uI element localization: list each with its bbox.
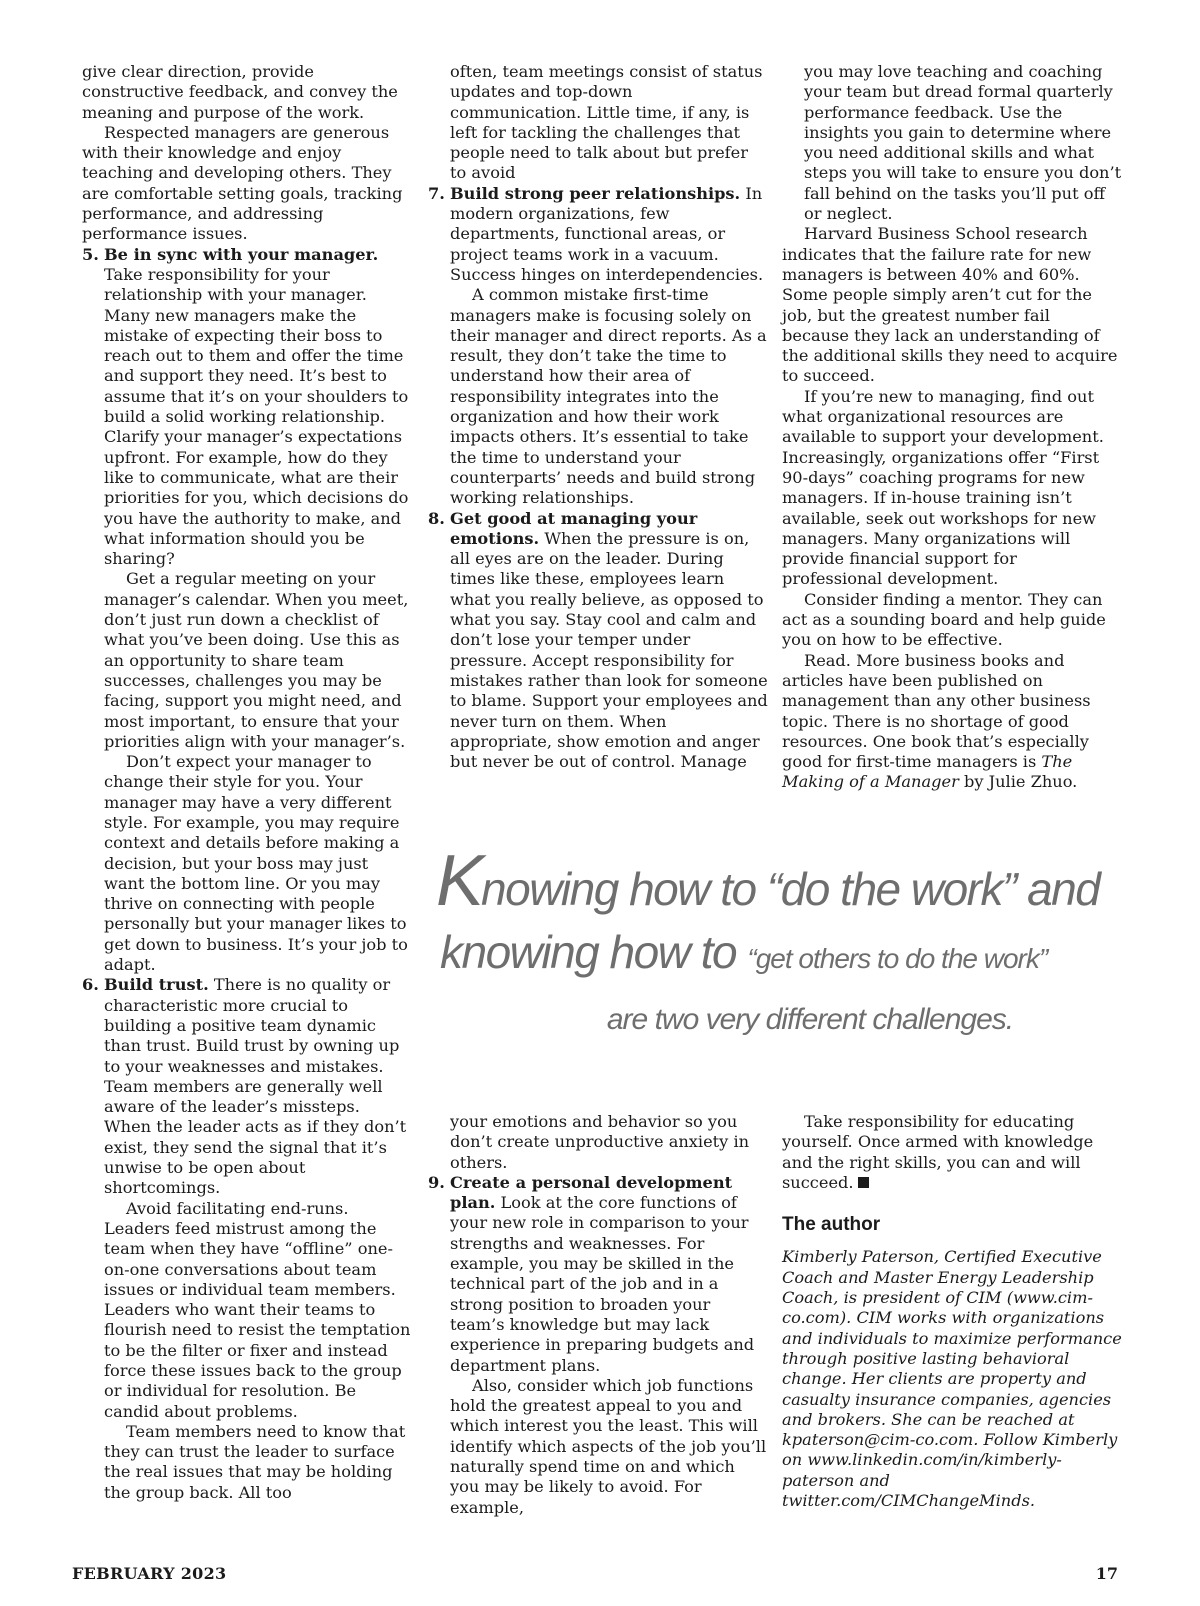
paragraph: Respected managers are generous with their knowledge and enjoy teaching and developing others. They are comfortable setting goals, tracking performance, and addressing performance issues.	[82, 122, 403, 244]
paragraph: your emotions and behavior so you don’t create unproductive anxiety in others.	[450, 1112, 750, 1172]
list-heading: Build strong peer relationships.	[450, 183, 741, 203]
article-column-1	[82, 62, 412, 1503]
paragraph: Avoid facilitating end-runs. Leaders feed mistrust among the team when they have “offline” one-on-one conversations about team issues or individual team members. Leaders who want their teams to flourish need to resist the temptation to be the filter or fixer and instead force these issues back to the group or individual for resolution. Be candid about problems.	[104, 1198, 411, 1421]
list-item-9	[428, 1173, 768, 1518]
list-heading: Create a personal development plan.	[450, 1172, 733, 1213]
list-number: 9.	[428, 1172, 445, 1192]
pull-quote-line-2	[430, 920, 1150, 991]
paragraph: give clear direction, provide constructive feedback, and convey the meaning and purpose of the work.	[82, 62, 398, 122]
list-text: When the pressure is on, all eyes are on the leader. During times like these, employees learn what you really believe, as opposed to what you say. Stay cool and calm and don’t lose your temper under pressure. Accept responsibility for mistakes rather than look for someone to blame. Support your employees and never turn on them. When appropriate, show emotion and anger but never be out of control. Manage	[450, 528, 768, 772]
end-mark-icon	[858, 1177, 869, 1188]
article-column-2	[428, 62, 768, 772]
list-heading: Be in sync with your manager.	[104, 244, 379, 264]
paragraph: Harvard Business School research indicates that the failure rate for new managers is between 40% and 60%. Some people simply aren’t cut for the job, but the greatest number fail because they lack an understanding of the additional skills they need to acquire to succeed.	[782, 224, 1118, 386]
paragraph	[782, 651, 1122, 793]
pull-quote-text-small: “get others to do the work”	[747, 943, 1048, 974]
article-column-3-bottom	[782, 1112, 1122, 1511]
list-number: 8.	[428, 508, 445, 528]
list-item-8	[428, 509, 768, 773]
list-text: In modern organizations, few departments, functional areas, or project teams work in a vacuum. Success hinges on interdependencies.	[450, 183, 764, 284]
issue-date: FEBRUARY 2023	[72, 1564, 227, 1583]
list-number: 6.	[82, 975, 99, 995]
book-title: The Making of a Manager	[782, 752, 1073, 792]
paragraph: Team members need to know that they can trust the leader to surface the real issues that may be holding the group back. All too	[104, 1421, 406, 1502]
paragraph-text: by Julie Zhuo.	[963, 772, 1078, 792]
paragraph-text: Take responsibility for educating yourself. Once armed with knowledge and the right skills, you can and will succeed.	[782, 1112, 1094, 1192]
paragraph-text: Read. More business books and articles have been published on management than any other business topic. There is no shortage of good resources. One book that’s especially good for first-time managers is	[782, 650, 1091, 772]
pull-quote-line-1	[430, 841, 1150, 921]
author-heading: The author	[782, 1214, 881, 1236]
paragraph: Don’t expect your manager to change their style for you. Your manager may have a very different style. For example, you may require context and details before making a decision, but your boss may just want the bottom line. Or you may thrive on connecting with people personally but your manager likes to get down to business. It’s your job to adapt.	[104, 752, 408, 975]
pull-quote-text: knowing how to	[440, 926, 737, 978]
page-number: 17	[1095, 1564, 1118, 1583]
paragraph: often, team meetings consist of status updates and top-down communication. Little time, if any, is left for tackling the challenges that people need to talk about but prefer to avoid	[450, 62, 763, 183]
list-number: 7.	[428, 183, 445, 203]
list-text: Take responsibility for your relationship with your manager. Many new managers make the mistake of expecting their boss to reach out to them and offer the time and support they need. It’s best to assume that it’s on your shoulders to build a solid working relationship. Clarify your manager’s expectations upfront. For example, how do they like to communicate, what are their priorities for you, which decisions do you have the authority to make, and what information should you be sharing?	[104, 264, 409, 569]
pull-quote-line-3: are two very different challenges.	[606, 1003, 1014, 1036]
paragraph: you may love teaching and coaching your team but dread formal quarterly performance feedback. Use the insights you gain to determine where you need additional skills and what steps you will take to ensure you don’t fall behind on the tasks you’ll put off or neglect.	[804, 62, 1122, 224]
author-bio: Kimberly Paterson, Certified Executive Coach and Master Energy Leadership Coach, is president of CIM (www.cim-co.com). CIM works with organizations and individuals to maximize performance through positive lasting behavioral change. Her clients are property and casualty insurance companies, agencies and brokers. She can be reached at kpaterson@cim-co.com. Follow Kimberly on www.linkedin.com/in/kimberly-paterson and twitter.com/CIMChangeMinds.	[782, 1247, 1122, 1511]
pull-quote	[430, 841, 1150, 1049]
paragraph	[782, 1112, 1122, 1193]
paragraph: Get a regular meeting on your manager’s calendar. When you meet, don’t just run down a checklist of what you’ve been doing. Use this as an opportunity to share team successes, challenges you may be facing, support you might need, and most important, to ensure that your priorities align with your manager’s.	[104, 569, 409, 751]
list-text: There is no quality or characteristic more crucial to building a positive team dynamic than trust. Build trust by owning up to your weaknesses and mistakes. Team members are generally well aware of the leader’s missteps. When the leader acts as if they don’t exist, they send the signal that it’s unwise to be open about shortcomings.	[104, 975, 407, 1198]
list-item-5	[82, 245, 412, 976]
paragraph: Also, consider which job functions hold the greatest appeal to you and which interest you the least. This will identify which aspects of the job you’ll naturally spend time on and which you may be likely to avoid. For example,	[450, 1375, 767, 1517]
drop-letter: K	[436, 841, 482, 921]
list-text: Look at the core functions of your new role in comparison to your strengths and weaknesses. For example, you may be skilled in the technical part of the job and in a strong position to broaden your team’s knowledge but may lack experience in preparing budgets and department plans.	[450, 1193, 755, 1375]
paragraph: Consider finding a mentor. They can act as a sounding board and help guide you on how to be effective.	[782, 589, 1106, 650]
list-heading: Get good at managing your emotions.	[450, 508, 698, 548]
list-heading: Build trust.	[104, 975, 209, 995]
article-column-2-bottom	[428, 1112, 768, 1518]
paragraph: A common mistake first-time managers make is focusing solely on their manager and direct reports. As a result, they don’t take the time to understand how their area of responsibility integrates into the organization and how their work impacts others. It’s essential to take the time to understand your counterparts’ needs and build strong working relationships.	[450, 285, 767, 508]
article-column-3	[782, 62, 1122, 793]
pull-quote-text: nowing how to “do the work” and	[481, 863, 1100, 915]
paragraph: If you’re new to managing, find out what organizational resources are available to support your development. Increasingly, organizations offer “First 90-days” coaching programs for new managers. If in-house training isn’t available, seek out workshops for new managers. Many organizations will provide financial support for professional development.	[782, 386, 1104, 589]
list-item-6	[82, 975, 412, 1503]
list-number: 5.	[82, 244, 99, 264]
list-item-7	[428, 184, 768, 509]
